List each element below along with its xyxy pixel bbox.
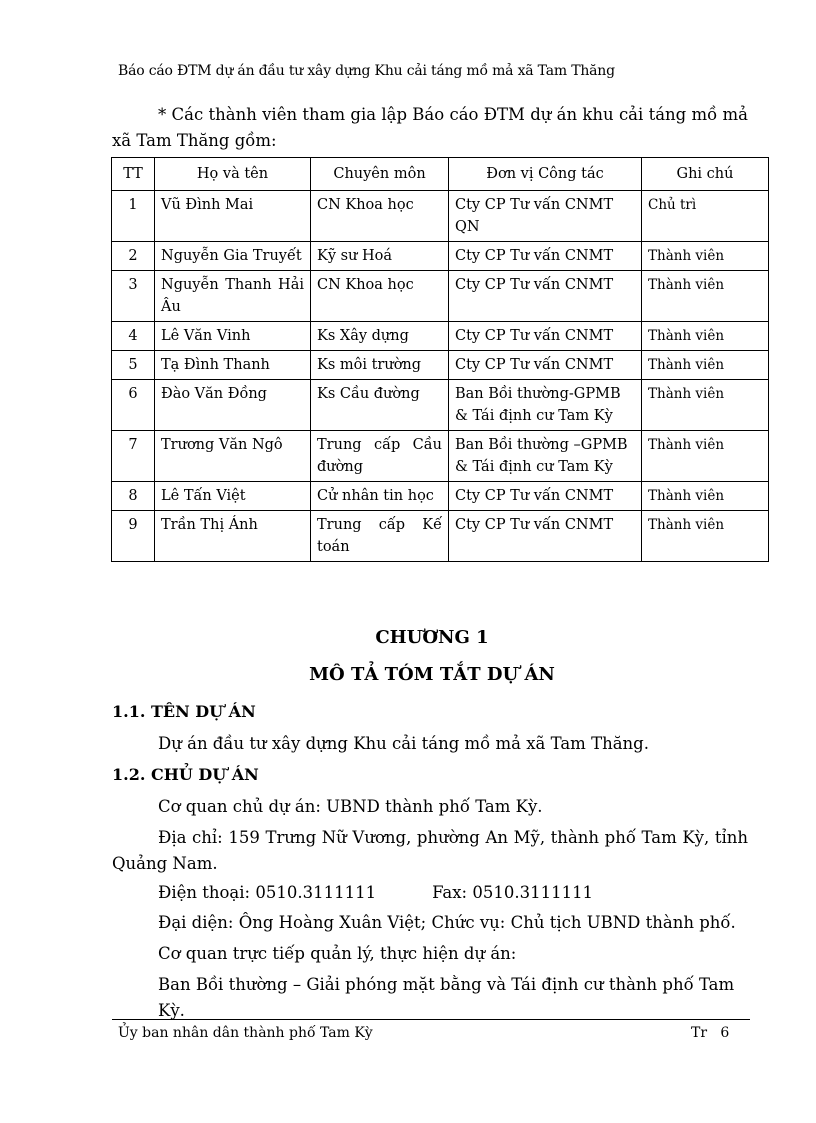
cell-note: Thành viên	[642, 242, 769, 271]
cell-org: Cty CP Tư vấn CNMT	[449, 242, 642, 271]
cell-tt: 2	[112, 242, 155, 271]
cell-tt: 1	[112, 191, 155, 242]
cell-note: Thành viên	[642, 511, 769, 562]
cell-note: Thành viên	[642, 271, 769, 322]
chapter-title: MÔ TẢ TÓM TẮT DỰ ÁN	[309, 664, 555, 685]
header-tt: TT	[112, 158, 155, 191]
cell-specialty: CN Khoa học	[311, 271, 449, 322]
cell-specialty: Kỹ sư Hoá	[311, 242, 449, 271]
chapter-number: CHƯƠNG 1	[375, 627, 489, 648]
table-row	[112, 242, 769, 271]
phone-number: Điện thoại: 0510.3111111	[158, 883, 377, 902]
cell-tt: 4	[112, 322, 155, 351]
cell-org: Cty CP Tư vấn CNMT QN	[449, 191, 642, 242]
section-2-heading: 1.2. CHỦ DỰ ÁN	[112, 765, 259, 784]
intro-paragraph	[112, 102, 748, 154]
header-org: Đơn vị Công tác	[449, 158, 642, 191]
cell-org: Cty CP Tư vấn CNMT	[449, 351, 642, 380]
cell-name: Nguyễn Gia Truyết	[155, 242, 311, 271]
cell-note: Thành viên	[642, 482, 769, 511]
cell-org: Cty CP Tư vấn CNMT	[449, 482, 642, 511]
table-row	[112, 351, 769, 380]
cell-note: Thành viên	[642, 322, 769, 351]
section-1-heading: 1.1. TÊN DỰ ÁN	[112, 702, 256, 721]
table-row	[112, 322, 769, 351]
representative: Đại diện: Ông Hoàng Xuân Việt; Chức vụ: Chủ tịch UBND thành phố.	[158, 913, 736, 932]
table-row	[112, 482, 769, 511]
cell-specialty: Ks môi trường	[311, 351, 449, 380]
cell-name: Đào Văn Đồng	[155, 380, 311, 431]
cell-name: Trương Văn Ngô	[155, 431, 311, 482]
table-row	[112, 511, 769, 562]
cell-tt: 5	[112, 351, 155, 380]
cell-tt: 9	[112, 511, 155, 562]
cell-note: Thành viên	[642, 380, 769, 431]
intro-text: * Các thành viên tham gia lập Báo cáo ĐTM dự án khu cải táng mồ mả xã Tam Thăng gồm:	[112, 105, 748, 150]
table-header-row	[112, 158, 769, 191]
table-row	[112, 431, 769, 482]
cell-note: Thành viên	[642, 351, 769, 380]
cell-name: Lê Tấn Việt	[155, 482, 311, 511]
owner-address	[112, 825, 748, 877]
cell-tt: 6	[112, 380, 155, 431]
project-owner: Cơ quan chủ dự án: UBND thành phố Tam Kỳ.	[158, 797, 543, 816]
footer-organization: Ủy ban nhân dân thành phố Tam Kỳ	[118, 1025, 373, 1041]
table-row	[112, 191, 769, 242]
header-note: Ghi chú	[642, 158, 769, 191]
page-header: Báo cáo ĐTM dự án đầu tư xây dựng Khu cải táng mồ mả xã Tam Thăng	[118, 63, 615, 79]
cell-note: Chủ trì	[642, 191, 769, 242]
contact-line	[158, 880, 748, 906]
table-row	[112, 380, 769, 431]
cell-specialty: Ks Cầu đường	[311, 380, 449, 431]
table-row	[112, 271, 769, 322]
cell-specialty: Ks Xây dựng	[311, 322, 449, 351]
cell-name: Nguyễn Thanh Hải Âu	[155, 271, 311, 322]
cell-specialty: Trung cấp Kế toán	[311, 511, 449, 562]
cell-org: Ban Bồi thường –GPMB & Tái định cư Tam Kỳ	[449, 431, 642, 482]
cell-name: Lê Văn Vinh	[155, 322, 311, 351]
section-1-text: Dự án đầu tư xây dựng Khu cải táng mồ mả xã Tam Thăng.	[158, 734, 649, 753]
header-name: Họ và tên	[155, 158, 311, 191]
cell-tt: 3	[112, 271, 155, 322]
cell-org: Cty CP Tư vấn CNMT	[449, 271, 642, 322]
cell-tt: 8	[112, 482, 155, 511]
cell-name: Tạ Đình Thanh	[155, 351, 311, 380]
cell-tt: 7	[112, 431, 155, 482]
cell-specialty: Trung cấp Cầu đường	[311, 431, 449, 482]
cell-org: Cty CP Tư vấn CNMT	[449, 511, 642, 562]
managing-agency-label: Cơ quan trực tiếp quản lý, thực hiện dự án:	[158, 944, 517, 963]
cell-org: Cty CP Tư vấn CNMT	[449, 322, 642, 351]
cell-note: Thành viên	[642, 431, 769, 482]
cell-name: Trần Thị Ánh	[155, 511, 311, 562]
header-specialty: Chuyên môn	[311, 158, 449, 191]
owner-address-text: Địa chỉ: 159 Trưng Nữ Vương, phường An Mỹ, thành phố Tam Kỳ, tỉnh Quảng Nam.	[112, 828, 748, 873]
cell-org: Ban Bồi thường-GPMB & Tái định cư Tam Kỳ	[449, 380, 642, 431]
cell-specialty: Cử nhân tin học	[311, 482, 449, 511]
fax-number: Fax: 0510.3111111	[432, 883, 594, 902]
managing-agency: Ban Bồi thường – Giải phóng mặt bằng và Tái định cư thành phố Tam Kỳ.	[158, 975, 735, 1020]
members-table	[111, 157, 769, 562]
page-number: Tr 6	[691, 1025, 730, 1041]
cell-name: Vũ Đình Mai	[155, 191, 311, 242]
cell-specialty: CN Khoa học	[311, 191, 449, 242]
footer-divider	[112, 1019, 750, 1020]
